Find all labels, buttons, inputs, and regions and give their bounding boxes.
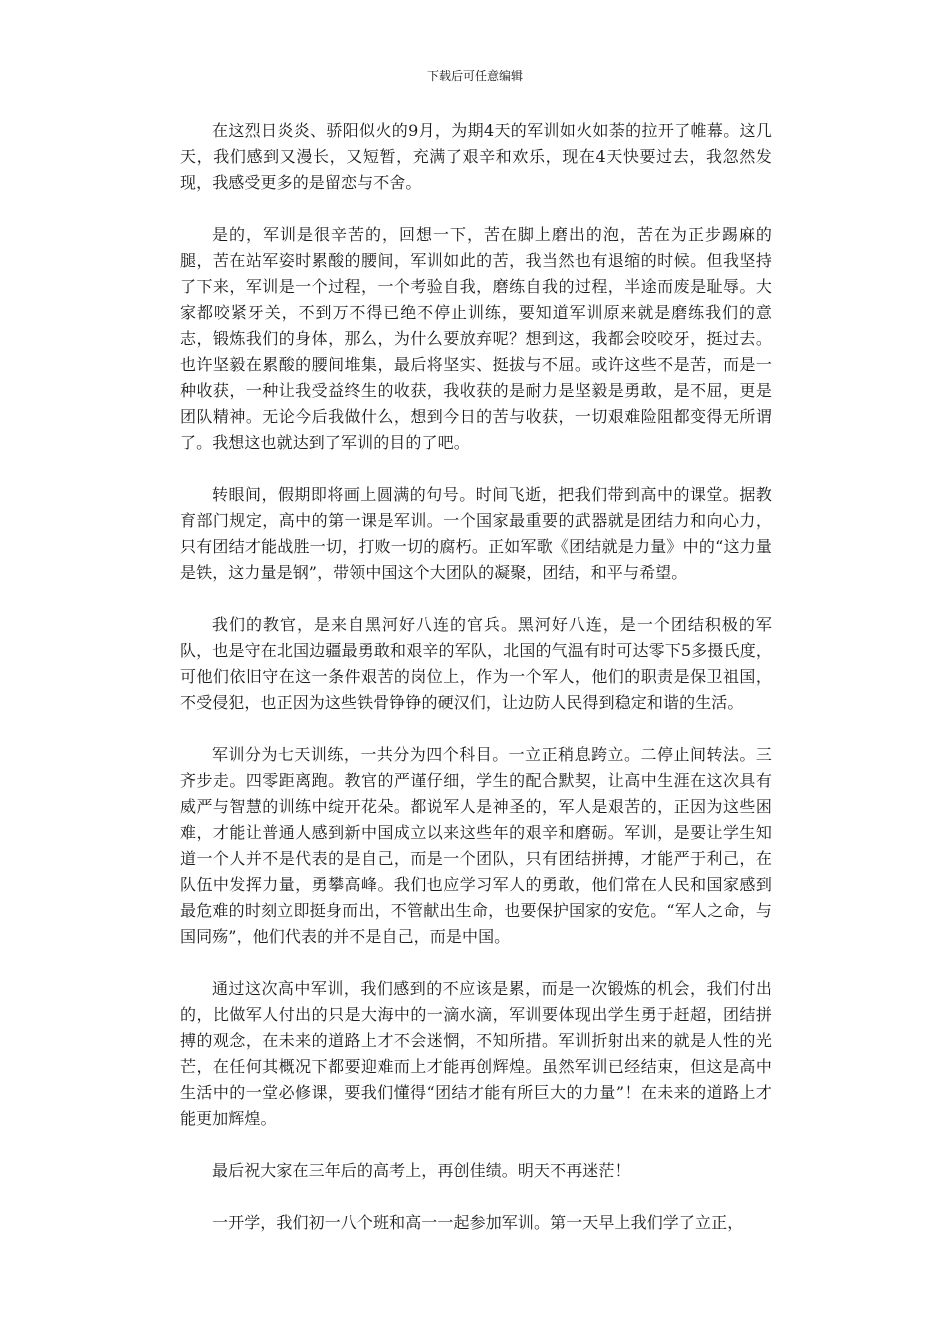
paragraph-1: 在这烈日炎炎、骄阳似火的9月，为期4天的军训如火如荼的拉开了帷幕。这几天，我们感到又漫长，又短暂，充满了艰辛和欢乐，现在4天快要过去，我忽然发现，我感受更多的是留恋与不舍。 <box>180 121 772 192</box>
paragraph-2: 是的，军训是很辛苦的，回想一下，苦在脚上磨出的泡，苦在为正步踢麻的腿，苦在站军姿时累酸的腰间，军训如此的苦，我当然也有退缩的时候。但我坚持了下来，军训是一个过程，一个考验自我，磨练自我的过程，半途而废是耻辱。大家都咬紧牙关，不到万不得已绝不停止训练，要知道军训原来就是磨练我们的意志，锻炼我们的身体，那么，为什么要放弃呢？想到这，我都会咬咬牙，挺过去。也许坚毅在累酸的腰间堆集，最后将坚实、挺拔与不屈。或许这些不是苦，而是一种收获，一种让我受益终生的收获，我收获的是耐力是坚毅是勇敢，是不屈，更是团队精神。无论今后我做什么，想到今日的苦与收获，一切艰难险阻都变得无所谓了。我想这也就达到了军训的目的了吧。 <box>180 225 772 452</box>
paragraph-4: 我们的教官，是来自黑河好八连的官兵。黑河好八连，是一个团结积极的军队，也是守在北国边疆最勇敢和艰辛的军队，北国的气温有时可达零下5多摄氏度，可他们依旧守在这一条件艰苦的岗位上，作为一个军人，他们的职责是保卫祖国，不受侵犯，也正因为这些铁骨铮铮的硬汉们，让边防人民得到稳定和谐的生活。 <box>180 615 772 712</box>
paragraph-6: 通过这次高中军训，我们感到的不应该是累，而是一次锻炼的机会，我们付出的，比做军人付出的只是大海中的一滴水滴，军训要体现出学生勇于赶超，团结拼搏的观念，在未来的道路上才不会迷惘，不知所措。军训折射出来的就是人性的光芒，在任何其概况下都要迎难而上才能再创辉煌。虽然军训已经结束，但这是高中生活中的一堂必修课，要我们懂得“团结才能有所巨大的力量”！在未来的道路上才能更加辉煌。 <box>180 979 772 1128</box>
paragraph-7: 最后祝大家在三年后的高考上，再创佳绩。明天不再迷茫！ <box>212 1161 631 1180</box>
paragraph-5: 军训分为七天训练，一共分为四个科目。一立正稍息跨立。二停止间转法。三齐步走。四零距离跑。教官的严谨仔细，学生的配合默契，让高中生涯在这次具有威严与智慧的训练中绽开花朵。都说军人是神圣的，军人是艰苦的，正因为这些困难，才能让普通人感到新中国成立以来这些年的艰辛和磨砺。军训，是要让学生知道一个人并不是代表的是自己，而是一个团队，只有团结拼搏，才能严于利己，在队伍中发挥力量，勇攀高峰。我们也应学习军人的勇敢，他们常在人民和国家感到最危难的时刻立即挺身而出，不管献出生命，也要保护国家的安危。“军人之命，与国同殇”，他们代表的并不是自己，而是中国。 <box>180 745 772 946</box>
header-note: 下载后可任意编辑 <box>426 69 523 83</box>
paragraph-3: 转眼间，假期即将画上圆满的句号。时间飞逝，把我们带到高中的课堂。据教育部门规定，高中的第一课是军训。一个国家最重要的武器就是团结力和向心力，只有团结才能战胜一切，打败一切的腐朽。正如军歌《团结就是力量》中的“这力量是铁，这力量是钢”，带领中国这个大团队的凝聚，团结，和平与希望。 <box>180 485 772 582</box>
paragraph-8: 一开学，我们初一八个班和高一一起参加军训。第一天早上我们学了立正， <box>212 1213 744 1232</box>
document-body <box>180 118 772 1262</box>
